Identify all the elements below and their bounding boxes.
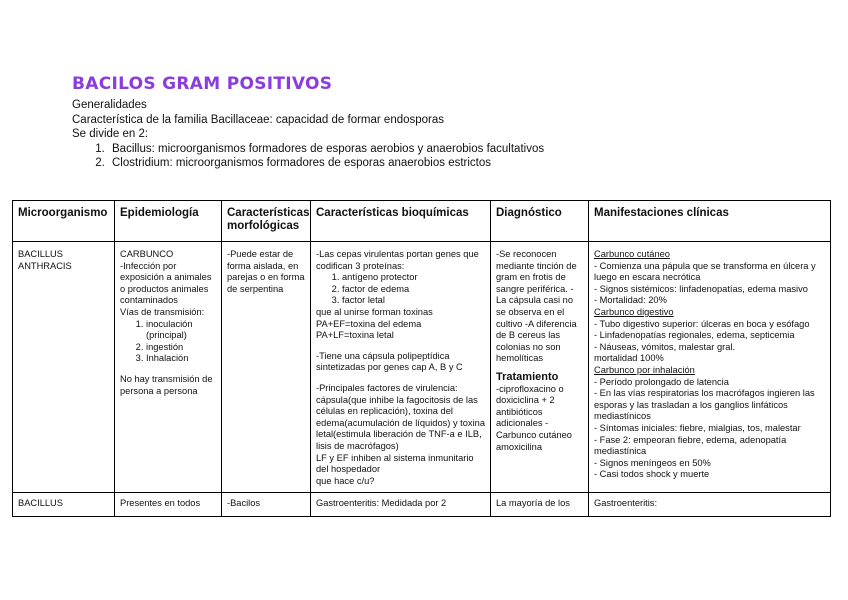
list-item: 1. antígeno protector xyxy=(342,272,485,284)
list-item: 3. factor letal xyxy=(342,295,485,307)
clin-heading: Carbunco por inhalación xyxy=(594,364,695,375)
cell-diagnosis xyxy=(491,242,589,493)
cell-epidemiology: Presentes en todos xyxy=(115,493,222,517)
epi-routes-label: Vías de transmisión: xyxy=(120,306,205,317)
intro-heading: Generalidades xyxy=(72,99,147,111)
diag-text: -Se reconocen mediante tinción de gram en frotis de sangre periférica. -La cápsula casi no se observa en el cultivo -A diferencia de B cereus las colonias no son hemolíticas xyxy=(496,249,577,364)
intro-list-item: 2. Clostridium: microorganismos formadores de esporas anaerobios estrictos xyxy=(108,156,544,171)
clin-line: - Síntomas iniciales: fiebre, mialgias, tos, malestar xyxy=(594,422,801,433)
intro-family-note: Característica de la familia Bacillaceae: capacidad de formar endosporas xyxy=(72,113,445,126)
bio-line: PA+EF=toxina del edema xyxy=(316,318,422,329)
clin-line: - Fase 2: empeoran fiebre, edema, adenopatía mediastínica xyxy=(594,434,787,457)
clin-line: - Tubo digestivo superior: úlceras en boca y esófago xyxy=(594,318,810,329)
clin-line: mortalidad 100% xyxy=(594,353,664,364)
intro-division-note: Se divide en 2: xyxy=(72,128,149,141)
table-row xyxy=(13,493,831,517)
cell-epidemiology xyxy=(115,242,222,493)
epi-text: -Infección por exposición a animales o productos animales contaminados xyxy=(120,260,212,306)
clin-line: - Signos meníngeos en 50% xyxy=(594,457,711,468)
bio-line: LF y EF inhiben al sistema inmunitario del hospedador xyxy=(316,452,474,475)
clin-heading: Carbunco digestivo xyxy=(594,306,674,317)
list-item: 3. Inhalación xyxy=(146,353,216,365)
cell-microorganism: BACILLUS xyxy=(13,493,115,517)
table-row xyxy=(13,242,831,493)
bio-text: -Principales factores de virulencia: cápsula(que inhibe la fagocitosis de las células en replicación), toxina del edema(acumulación de líquidos) y toxina letal(estimula liberación de TNF-a e ILB, lisis de macrófagos) xyxy=(316,382,485,451)
cell-clinical: Gastroenteritis: xyxy=(589,493,831,517)
clin-line: - Mortalidad: 20% xyxy=(594,295,667,306)
cell-biochemistry xyxy=(311,242,491,493)
bio-line: que al unirse forman toxinas xyxy=(316,306,433,317)
list-item: 2. factor de edema xyxy=(342,284,485,296)
document-title: BACILOS GRAM POSITIVOS xyxy=(72,74,333,94)
list-item: 2. ingestión xyxy=(146,342,216,354)
bio-text: -Las cepas virulentas portan genes que codifican 3 proteínas: xyxy=(316,249,479,271)
treatment-heading: Tratamiento xyxy=(496,370,559,383)
bio-line: que hace c/u? xyxy=(316,475,375,486)
clin-line: - Período prolongado de latencia xyxy=(594,376,729,387)
cell-morphology: -Bacilos xyxy=(222,493,311,517)
clin-line: - En las vías respiratorias los macrófagos ingieren las esporas y las trasladan a los ganglios linfáticos mediastínicos xyxy=(594,388,815,422)
bio-line: PA+LF=toxina letal xyxy=(316,330,394,341)
cell-biochemistry: Gastroenteritis: Medidada por 2 xyxy=(311,493,491,517)
cell-diagnosis: La mayoría de los xyxy=(491,493,589,517)
clin-heading: Carbunco cutáneo xyxy=(594,249,670,259)
header-morphology: Características morfológicas xyxy=(222,201,311,242)
epi-routes-list xyxy=(120,319,216,365)
clin-line: - Linfadenopatías regionales, edema, septicemia xyxy=(594,330,795,341)
intro-section xyxy=(72,98,544,171)
cell-microorganism: BACILLUS ANTHRACIS xyxy=(13,242,115,493)
table-header-row xyxy=(13,201,831,242)
header-epidemiology: Epidemiología xyxy=(115,201,222,242)
bio-protein-list xyxy=(316,272,485,307)
epi-title: CARBUNCO xyxy=(120,249,174,259)
cell-morphology: -Puede estar de forma aislada, en parejas o en forma de serpentina xyxy=(222,242,311,493)
clin-line: - Comienza una pápula que se transforma en úlcera y luego en escara necrótica xyxy=(594,260,816,283)
epi-transmission-note: No hay transmisión de persona a persona xyxy=(120,373,213,396)
intro-list xyxy=(72,142,544,171)
header-clinical: Manifestaciones clínicas xyxy=(589,201,831,242)
intro-list-item: 1. Bacillus: microorganismos formadores de esporas aerobios y anaerobios facultativos xyxy=(108,142,544,157)
cell-clinical xyxy=(589,242,831,493)
header-diagnosis: Diagnóstico xyxy=(491,201,589,242)
list-item: 1. inoculación (principal) xyxy=(146,319,216,342)
bacilli-table xyxy=(12,200,831,517)
bio-text: -Tiene una cápsula polipeptídica sintetizadas por genes cap A, B y C xyxy=(316,350,463,373)
header-microorganism: Microorganismo xyxy=(13,201,115,242)
clin-line: - Casi todos shock y muerte xyxy=(594,469,710,480)
clin-line: - Signos sistémicos: linfadenopatías, edema masivo xyxy=(594,283,808,294)
header-biochemistry: Características bioquímicas xyxy=(311,201,491,242)
treatment-text: -ciprofloxacino o doxiciclina + 2 antibióticos adicionales -Carbunco cutáneo amoxicilina xyxy=(496,383,572,452)
clin-line: - Náuseas, vómitos, malestar gral. xyxy=(594,341,736,352)
